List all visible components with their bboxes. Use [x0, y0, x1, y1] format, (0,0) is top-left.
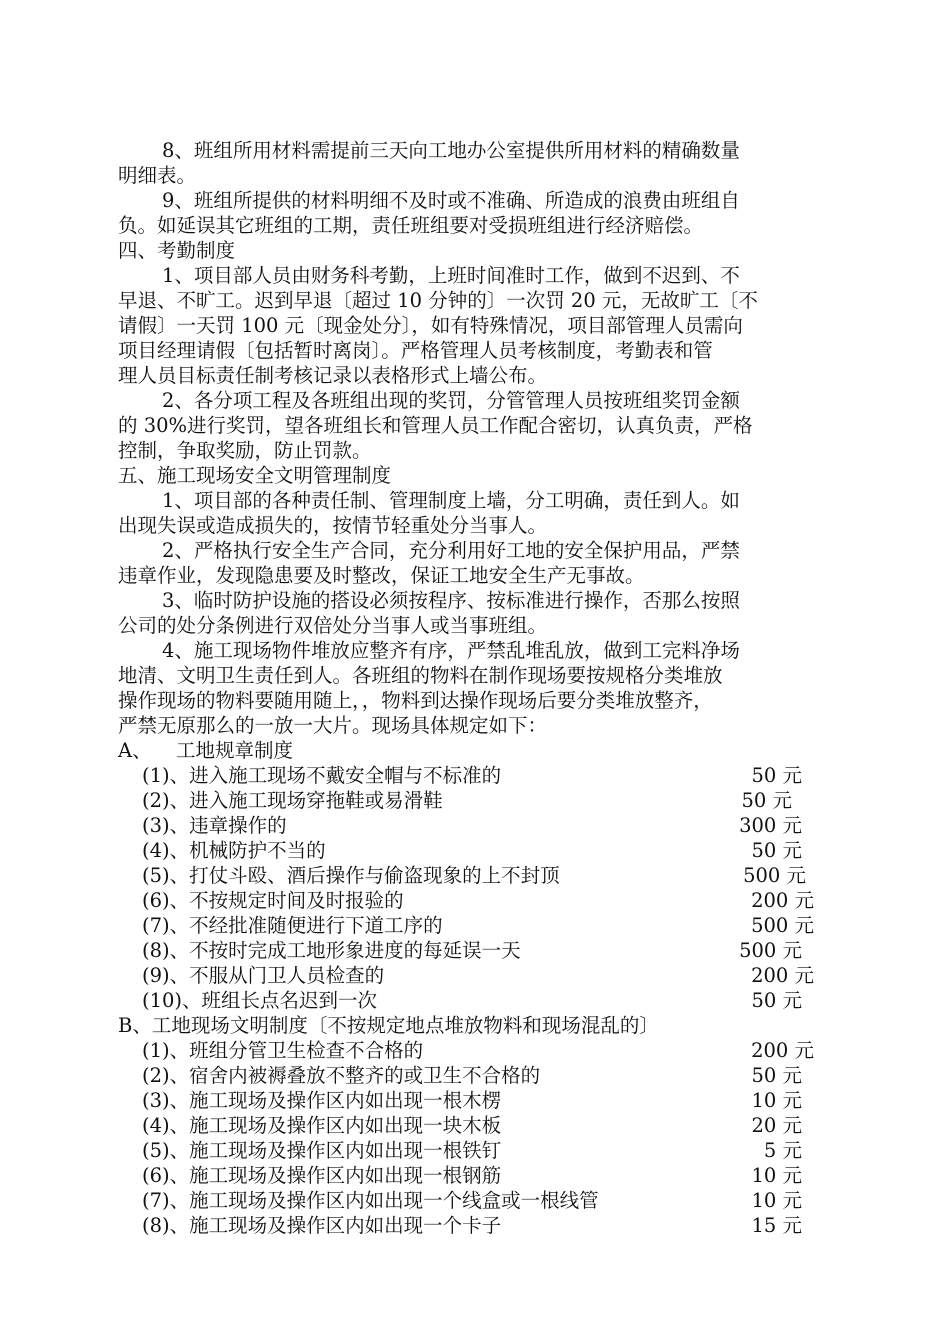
section-heading-safety: 五、施工现场安全文明管理制度	[118, 464, 392, 487]
safety-3-cont: 公司的处分条例进行双倍处分当事人或当事班组。	[118, 614, 548, 637]
rule-item-amount: 200 元	[751, 1039, 814, 1062]
rule-item-text: (1)、进入施工现场不戴安全帽与不标准的	[142, 764, 502, 787]
rule-item-text: (6)、不按规定时间及时报验的	[142, 889, 404, 912]
para-8-line: 8、班组所用材料需提前三天向工地办公室提供所用材料的精确数量	[162, 139, 740, 162]
rule-item-amount: 500 元	[739, 939, 802, 962]
safety-2-line: 2、严格执行安全生产合同，充分利用好工地的安全保护用品，严禁	[162, 539, 740, 562]
rule-item-text: (10)、班组长点名迟到一次	[142, 989, 378, 1012]
rule-item-text: (2)、进入施工现场穿拖鞋或易滑鞋	[142, 789, 443, 812]
para-9-cont: 负。如延误其它班组的工期，责任班组要对受损班组进行经济赔偿。	[118, 214, 704, 237]
rule-item-amount: 50 元	[751, 839, 802, 862]
rule-item-amount: 50 元	[741, 789, 792, 812]
section-a-prefix: A、	[118, 739, 152, 762]
safety-4-cont: 操作现场的物料要随用随上，，物料到达操作现场后要分类堆放整齐，	[118, 689, 713, 712]
rule-item-text: (8)、施工现场及操作区内如出现一个卡子	[142, 1214, 502, 1237]
rule-item-text: (4)、机械防护不当的	[142, 839, 326, 862]
attendance-2-cont: 控制，争取奖励，防止罚款。	[118, 439, 372, 462]
rule-item-amount: 500 元	[743, 864, 806, 887]
rule-item-amount: 20 元	[751, 1114, 802, 1137]
rule-item-amount: 50 元	[751, 989, 802, 1012]
rule-item-text: (3)、施工现场及操作区内如出现一根木楞	[142, 1089, 502, 1112]
section-b-title: B、工地现场文明制度〔不按规定地点堆放物料和现场混乱的〕	[118, 1014, 659, 1037]
rule-item-amount: 500 元	[751, 914, 814, 937]
section-heading-attendance: 四、考勤制度	[118, 239, 236, 262]
para-9-line: 9、班组所提供的材料明细不及时或不准确、所造成的浪费由班组自	[162, 189, 740, 212]
safety-1-cont: 出现失误或造成损失的，按情节轻重处分当事人。	[118, 514, 548, 537]
para-8-cont: 明细表。	[118, 164, 197, 187]
rule-item-amount: 10 元	[751, 1189, 802, 1212]
rule-item-text: (7)、施工现场及操作区内如出现一个线盒或一根线管	[142, 1189, 599, 1212]
attendance-2-line: 2、各分项工程及各班组出现的奖罚，分管管理人员按班组奖罚金额	[162, 389, 740, 412]
safety-4-cont: 严禁无原那么的一放一大片。现场具体规定如下：	[118, 714, 548, 737]
rule-item-amount: 5 元	[763, 1139, 802, 1162]
attendance-2-cont: 的 30%进行奖罚，望各班组长和管理人员工作配合密切，认真负责，严格	[118, 414, 753, 437]
attendance-1-cont: 请假〕一天罚 100 元〔现金处分〕，如有特殊情况，项目部管理人员需向	[118, 314, 743, 337]
rule-item-text: (9)、不服从门卫人员检查的	[142, 964, 385, 987]
rule-item-text: (6)、施工现场及操作区内如出现一根钢筋	[142, 1164, 502, 1187]
attendance-1-cont: 项目经理请假〔包括暂时离岗〕。严格管理人员考核制度，考勤表和管	[118, 339, 713, 362]
rule-item-text: (7)、不经批准随便进行下道工序的	[142, 914, 443, 937]
attendance-1-line: 1、项目部人员由财务科考勤，上班时间准时工作，做到不迟到、不	[162, 264, 740, 287]
rule-item-text: (2)、宿舍内被褥叠放不整齐的或卫生不合格的	[142, 1064, 541, 1087]
rule-item-amount: 15 元	[751, 1214, 802, 1237]
rule-item-amount: 300 元	[739, 814, 802, 837]
rule-item-amount: 50 元	[751, 764, 802, 787]
rule-item-text: (4)、施工现场及操作区内如出现一块木板	[142, 1114, 502, 1137]
safety-1-line: 1、项目部的各种责任制、管理制度上墙，分工明确，责任到人。如	[162, 489, 740, 512]
safety-2-cont: 违章作业，发现隐患要及时整改，保证工地安全生产无事故。	[118, 564, 645, 587]
rule-item-text: (5)、打仗斗殴、酒后操作与偷盗现象的上不封顶	[142, 864, 560, 887]
safety-4-cont: 地清、文明卫生责任到人。各班组的物料在制作现场要按规格分类堆放	[118, 664, 723, 687]
safety-4-line: 4、施工现场物件堆放应整齐有序，严禁乱堆乱放，做到工完料净场	[162, 639, 740, 662]
rule-item-amount: 10 元	[751, 1089, 802, 1112]
safety-3-line: 3、临时防护设施的搭设必须按程序、按标准进行操作，否那么按照	[162, 589, 740, 612]
rule-item-text: (1)、班组分管卫生检查不合格的	[142, 1039, 424, 1062]
attendance-1-cont: 早退、不旷工。迟到早退〔超过 10 分钟的〕一次罚 20 元，无故旷工〔不	[118, 289, 758, 312]
rule-item-amount: 10 元	[751, 1164, 802, 1187]
rule-item-text: (3)、违章操作的	[142, 814, 287, 837]
rule-item-text: (8)、不按时完成工地形象进度的每延误一天	[142, 939, 521, 962]
rule-item-amount: 200 元	[751, 964, 814, 987]
rule-item-amount: 200 元	[751, 889, 814, 912]
section-a-title: 工地规章制度	[176, 739, 294, 762]
rule-item-text: (5)、施工现场及操作区内如出现一根铁钉	[142, 1139, 502, 1162]
rule-item-amount: 50 元	[751, 1064, 802, 1087]
attendance-1-cont: 理人员目标责任制考核记录以表格形式上墙公布。	[118, 364, 548, 387]
